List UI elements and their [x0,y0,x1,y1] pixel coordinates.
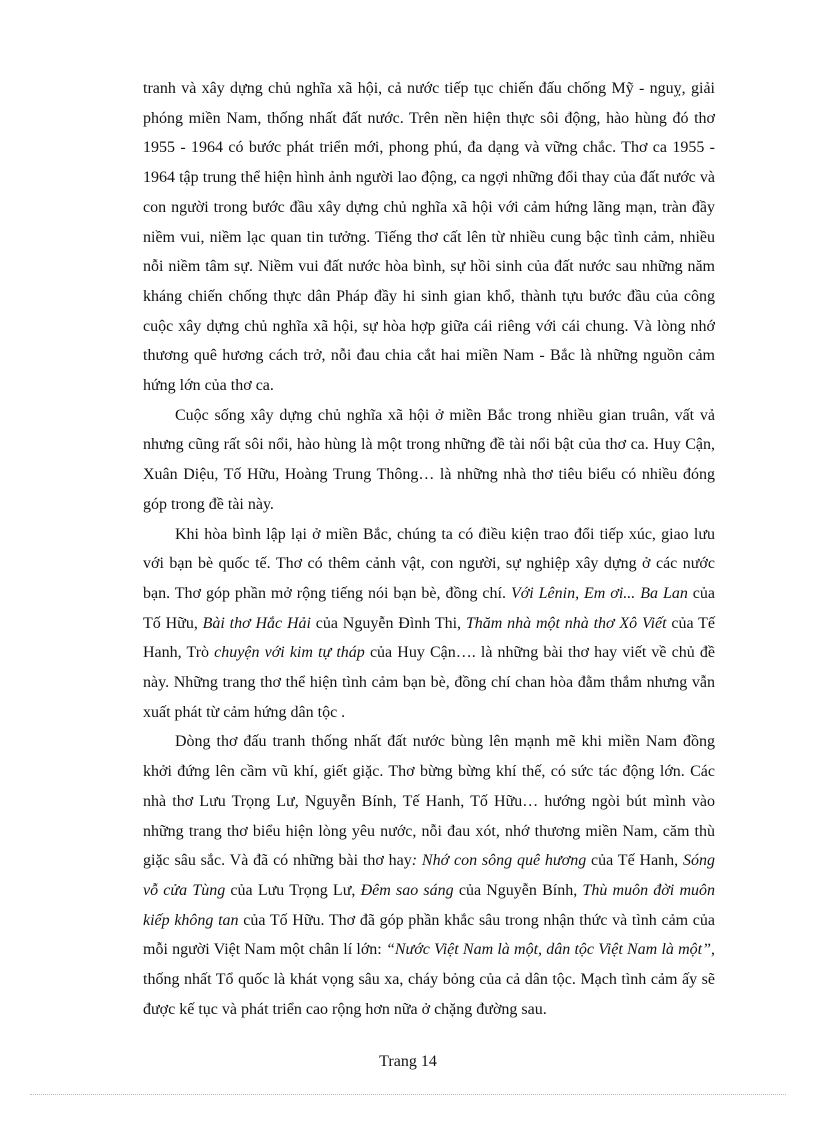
poem-title: : Nhớ con sông quê hương [411,852,587,870]
footer-divider [30,1094,786,1095]
poem-title: Thù muôn đời muôn kiếp không tan [143,881,716,929]
text-span: Dòng thơ đấu tranh thống nhất đất nước bùng lên mạnh mẽ khi miền Nam đồng khởi đứng lên cầm vũ khí, giết giặc. Thơ bừng bừng khí thế, có sức tác động lớn. Các nhà thơ Lưu Trọng Lư, Nguyễn Bính, Tế Hanh, Tố Hữu… hướng ngòi bút mình vào những trang thơ biểu hiện lòng yêu nước, nỗi đau xót, nhớ thương miền Nam, căm thù giặc sâu sắc. Và đã có những bài thơ hay [143,733,715,870]
text-span: của Huy Cận…. là những bài thơ hay viết về chủ đề này. Những trang thơ thể hiện tình cảm bạn bè, đồng chí chan hòa đằm thắm nhưng vẫn xuất phát từ cảm hứng dân tộc . [143,644,715,721]
paragraph-international-friendship [143,520,715,728]
text-span: của Nguyễn Bính, [453,881,583,899]
text-span: , thống nhất Tổ quốc là khát vọng sâu xa, cháy bỏng của cả dân tộc. Mạch tình cảm ấy sẽ được kế tục và phát triển cao rộng hơn nữa ở chặng đường sau. [143,941,716,1018]
poem-title: chuyện với kim tự tháp [214,644,365,662]
body-text [143,74,715,1025]
text-span: của Tế Hanh, Trò [143,614,716,662]
quotation: “Nước Việt Nam là một, dân tộc Việt Nam là một” [385,941,712,959]
poem-title: Thăm nhà một nhà thơ Xô Viết [465,614,667,632]
paragraph-reunification-struggle [143,727,715,1024]
text-span: của Nguyễn Đình Thi, [310,614,466,632]
text-span: của Tố Hữu, [143,584,716,632]
page-number: Trang 14 [379,1053,437,1070]
paragraph-socialist-construction: Cuộc sống xây dựng chủ nghĩa xã hội ở miền Bắc trong nhiều gian truân, vất vả nhưng cũng rất sôi nổi, hào hùng là một trong những đề tài nổi bật của thơ ca. Huy Cận, Xuân Diệu, Tố Hữu, Hoàng Trung Thông… là những nhà thơ tiêu biểu có nhiều đóng góp trong đề tài này. [143,406,715,513]
poem-title: Với Lênin, Em ơi... Ba Lan [510,584,688,602]
text-span: Khi hòa bình lập lại ở miền Bắc, chúng ta có điều kiện trao đổi tiếp xúc, giao lưu với bạn bè quốc tế. Thơ có thêm cảnh vật, con người, sự nghiệp xây dựng ở các nước bạn. Thơ góp phần mở rộng tiếng nói bạn bè, đồng chí. [143,525,715,602]
text-span: của Tố Hữu. Thơ đã góp phần khắc sâu trong nhận thức và tình cảm của mỗi người Việt Nam một chân lí lớn: [143,911,715,959]
text-span: của Tế Hanh, [586,852,684,870]
poem-title: Đêm sao sáng [360,881,454,899]
paragraph-continued: tranh và xây dựng chủ nghĩa xã hội, cả nước tiếp tục chiến đấu chống Mỹ - nguỵ, giải phóng miền Nam, thống nhất đất nước. Trên nền hiện thực sôi động, hào hùng đó thơ 1955 - 1964 có bước phát triển mới, phong phú, đa dạng và vững chắc. Thơ ca 1955 - 1964 tập trung thể hiện hình ảnh người lao động, ca ngợi những đổi thay của đất nước và con người trong bước đầu xây dựng chủ nghĩa xã hội với cảm hứng lãng mạn, tràn đầy niềm vui, niềm lạc quan tin tưởng. Tiếng thơ cất lên từ nhiều cung bậc tình cảm, nhiều nỗi niềm tâm sự. Niềm vui đất nước hòa bình, sự hồi sinh của đất nước sau những năm kháng chiến chống thực dân Pháp đầy hi sinh gian khổ, thành tựu bước đầu của công cuộc xây dựng chủ nghĩa xã hội, sự hòa hợp giữa cái riêng với cái chung. Và lòng nhớ thương quê hương cách trở, nỗi đau chia cắt hai miền Nam - Bắc là những nguồn cảm hứng lớn của thơ ca. [143,80,715,395]
poem-title: Sóng vỗ cửa Tùng [143,852,716,899]
poem-title: Bài thơ Hắc Hải [202,614,311,632]
text-span: của Lưu Trọng Lư, [225,881,361,899]
